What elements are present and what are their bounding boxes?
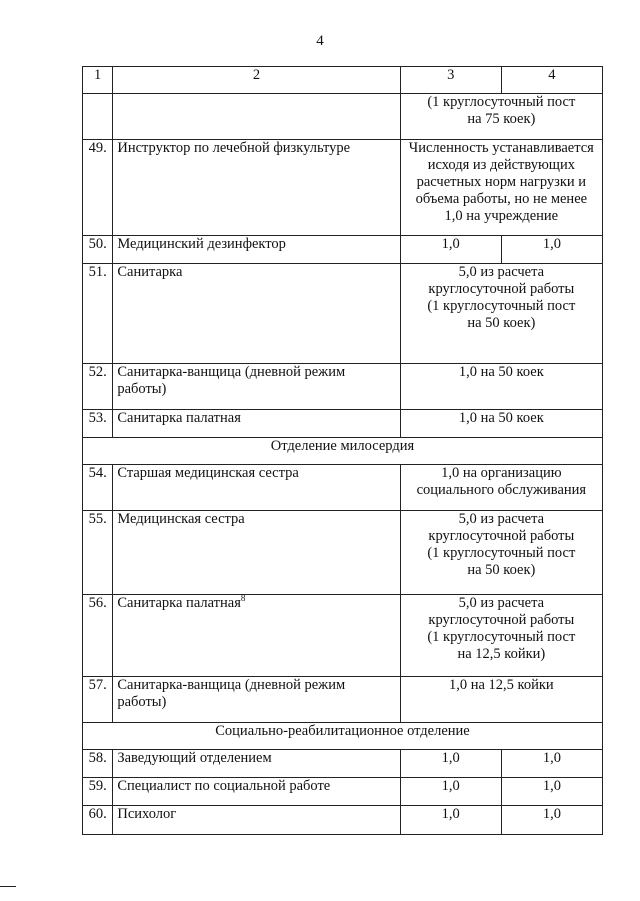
- staff-norm: 1,0 на 50 коек: [400, 410, 602, 438]
- row-number: 58.: [83, 750, 113, 778]
- table-row: [83, 465, 603, 511]
- position-name: Медицинский дезинфектор: [113, 236, 400, 264]
- staff-value-col-4: 1,0: [501, 778, 602, 806]
- table-row: [83, 140, 603, 236]
- staff-value-col-3: 1,0: [400, 778, 501, 806]
- row-number: 52.: [83, 364, 113, 410]
- row-number: 56.: [83, 595, 113, 677]
- table-row: [83, 264, 603, 364]
- staff-norm: 5,0 из расчета круглосуточной работы (1 круглосуточный пост на 12,5 койки): [400, 595, 602, 677]
- staff-value-col-4: 1,0: [501, 236, 602, 264]
- staff-norm: 1,0 на организацию социального обслуживания: [400, 465, 602, 511]
- table-row: [83, 511, 603, 595]
- position-name: Психолог: [113, 806, 400, 835]
- row-number: 51.: [83, 264, 113, 364]
- staff-norm: 1,0 на 12,5 койки: [400, 677, 602, 723]
- section-title-rehabilitation: Социально-реабилитационное отделение: [83, 723, 603, 750]
- table-row: [83, 595, 603, 677]
- staff-norm: (1 круглосуточный пост на 75 коек): [400, 94, 602, 140]
- row-number: 53.: [83, 410, 113, 438]
- position-name: Старшая медицинская сестра: [113, 465, 400, 511]
- position-name: Санитарка: [113, 264, 400, 364]
- row-number: 57.: [83, 677, 113, 723]
- table-row: [83, 806, 603, 835]
- staff-value-col-3: 1,0: [400, 236, 501, 264]
- table-row: [83, 778, 603, 806]
- page-number: 4: [316, 33, 324, 49]
- staff-value-col-3: 1,0: [400, 806, 501, 835]
- row-number: 50.: [83, 236, 113, 264]
- position-name: Санитарка-ванщица (дневной режим работы): [113, 677, 400, 723]
- row-number: 55.: [83, 511, 113, 595]
- table-row: [83, 677, 603, 723]
- row-number: 60.: [83, 806, 113, 835]
- staff-norm: 1,0 на 50 коек: [400, 364, 602, 410]
- table-row: [83, 94, 603, 140]
- table-row: [83, 410, 603, 438]
- table-row: [83, 364, 603, 410]
- staff-value-col-4: 1,0: [501, 750, 602, 778]
- position-name: Инструктор по лечебной физкультуре: [113, 140, 400, 236]
- row-number: 49.: [83, 140, 113, 236]
- position-name: Заведующий отделением: [113, 750, 400, 778]
- header-col-1: 1: [83, 67, 113, 94]
- header-col-2: 2: [113, 67, 400, 94]
- position-name: Медицинская сестра: [113, 511, 400, 595]
- position-name: [113, 94, 400, 140]
- footnote-divider: [0, 886, 16, 887]
- row-number: [83, 94, 113, 140]
- row-number: 54.: [83, 465, 113, 511]
- footnote-marker: 8: [240, 593, 246, 604]
- staff-norm: Численность устанавливается исходя из действующих расчетных норм нагрузки и объема работы, но не менее 1,0 на учреждение: [400, 140, 602, 236]
- position-name: Санитарка палатная: [113, 410, 400, 438]
- staffing-table: [82, 66, 603, 835]
- position-name: Санитарка палатная$^8$: [113, 595, 400, 677]
- row-number: 59.: [83, 778, 113, 806]
- table-row: [83, 750, 603, 778]
- section-row: [83, 723, 603, 750]
- position-name: Санитарка-ванщица (дневной режим работы): [113, 364, 400, 410]
- position-name: Специалист по социальной работе: [113, 778, 400, 806]
- staff-norm: 5,0 из расчета круглосуточной работы (1 круглосуточный пост на 50 коек): [400, 511, 602, 595]
- header-col-4: 4: [501, 67, 602, 94]
- staff-value-col-3: 1,0: [400, 750, 501, 778]
- table-header-row: [83, 67, 603, 94]
- section-title-mercy: Отделение милосердия: [83, 438, 603, 465]
- section-row: [83, 438, 603, 465]
- header-col-3: 3: [400, 67, 501, 94]
- staff-value-col-4: 1,0: [501, 806, 602, 835]
- staff-norm: 5,0 из расчета круглосуточной работы (1 круглосуточный пост на 50 коек): [400, 264, 602, 364]
- table-row: [83, 236, 603, 264]
